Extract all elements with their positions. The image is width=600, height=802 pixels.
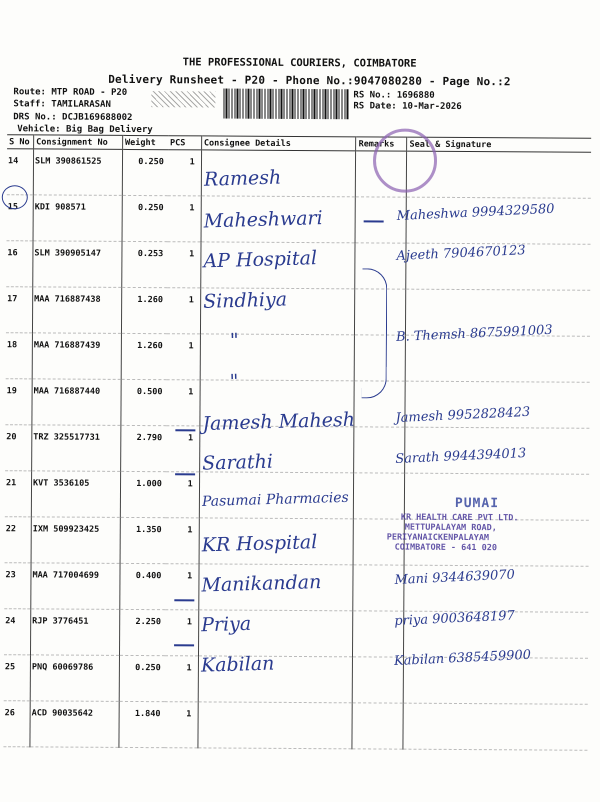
header-consignment: Consignment No (34, 135, 123, 150)
row-sno: 26 (3, 701, 30, 747)
table-row (6, 333, 590, 383)
header-sno: S No (7, 135, 34, 149)
row-consignment: MAA 717004699 (31, 563, 120, 610)
row-weight: 0.500 (121, 379, 167, 425)
row-pcs: 1 (166, 426, 200, 472)
row-pcs: 1 (167, 242, 201, 288)
company-stamp-logo: PUMAI (454, 495, 500, 512)
row-consignee (200, 334, 355, 381)
consignee-handwriting: Maheshwari (203, 206, 323, 232)
row-consignment: KDI 908571 (33, 195, 122, 242)
row-weight: 0.250 (122, 195, 168, 241)
consignee-handwriting: Kabilan (200, 652, 275, 677)
consignee-handwriting: Pasumai Pharmacies (201, 489, 349, 510)
row-weight: 1.000 (120, 471, 166, 517)
row-sno: 20 (5, 425, 32, 471)
row-weight: 0.253 (122, 241, 168, 287)
row-sno: 17 (6, 287, 33, 333)
row-sno: 18 (6, 333, 33, 379)
row-weight: 0.250 (122, 149, 168, 195)
dash-mark (175, 473, 195, 475)
consignee-handwriting: Manikandan (201, 571, 322, 597)
row-consignment: MAA 716887439 (32, 333, 121, 380)
row-sno: 14 (7, 149, 34, 195)
runsheet-subtitle: Delivery Runsheet - P20 - Phone No.:9047080280 - Page No.:2 (108, 72, 511, 89)
row-weight: 0.250 (119, 655, 165, 701)
row-consignment: SLM 390905147 (33, 241, 122, 288)
consignee-handwriting: " (229, 329, 239, 352)
header-consignee: Consignee Details (201, 136, 356, 151)
company-address-stamp (377, 512, 519, 553)
row-sno: 25 (4, 655, 31, 701)
row-consignment: RJP 3776451 (30, 609, 119, 656)
header-seal: Seal & Signature (407, 137, 591, 152)
bracket-mark-17-19 (362, 268, 388, 398)
table-row (7, 149, 591, 199)
row-sno: 19 (5, 379, 32, 425)
consignee-handwriting: Jamesh Mahesh (202, 408, 356, 436)
row-pcs: 1 (166, 472, 200, 518)
consignee-handwriting: Priya (200, 612, 252, 636)
row-consignment: ACD 90035642 (30, 701, 119, 748)
row-pcs: 1 (165, 564, 199, 610)
header-remarks: Remarks (356, 137, 407, 151)
staff-label: Staff: TAMILARASAN (13, 99, 111, 110)
dash-mark (174, 644, 194, 646)
row-pcs: 1 (164, 702, 198, 748)
round-seal-stamp (373, 128, 437, 192)
header-weight: Weight (123, 135, 169, 149)
row-sno: 23 (4, 563, 31, 609)
row-sno: 24 (4, 609, 31, 655)
row-weight: 0.400 (120, 563, 166, 609)
consignee-handwriting: " (229, 369, 239, 393)
rs-date: RS Date: 10-Mar-2026 (353, 101, 462, 112)
row-consignment: PNQ 60069786 (30, 655, 119, 702)
company-title: THE PROFESSIONAL COURIERS, COIMBATORE (182, 56, 417, 70)
stamp-line-3: PERIYANAICKENPALAYAM (386, 532, 490, 544)
row-remarks (352, 703, 403, 749)
row-pcs: 1 (165, 518, 199, 564)
signature-handwriting: Jamesh 9952828423 (395, 404, 531, 427)
signature-handwriting: priya 9003648197 (393, 607, 516, 629)
consignee-handwriting: KR Hospital (201, 530, 318, 556)
consignee-handwriting: Sarathi (201, 450, 274, 475)
row-pcs: 1 (166, 380, 200, 426)
row-weight: 2.250 (119, 609, 165, 655)
row-sno: 22 (5, 517, 32, 563)
signature-handwriting: Sarath 9944394013 (394, 445, 527, 467)
signature-handwriting: Kabilan 6385459900 (393, 647, 532, 670)
dash-mark (364, 220, 384, 222)
table-row (3, 701, 587, 751)
scribble-mark (151, 91, 215, 107)
row-sno: 21 (5, 471, 32, 517)
vehicle-label: Vehicle: Big Bag Delivery (17, 124, 153, 136)
row-consignment: TRZ 325517731 (32, 425, 121, 472)
dash-mark (174, 599, 194, 601)
consignee-handwriting: Ramesh (203, 166, 282, 191)
signature-handwriting: B. Themsh 8675991003 (395, 322, 553, 346)
row-weight: 2.790 (121, 425, 167, 471)
row-pcs: 1 (165, 610, 199, 656)
row-consignment: SLM 390861525 (33, 149, 122, 196)
row-consignment: IXM 509923425 (31, 517, 120, 564)
row-pcs: 1 (165, 656, 199, 702)
row-weight: 1.260 (121, 333, 167, 379)
signature-handwriting: Mani 9344639070 (394, 567, 516, 589)
drs-label: DRS No.: DCJB169688002 (13, 112, 133, 123)
row-signature (403, 703, 587, 750)
stamp-line-1: KR HEALTH CARE PVT LTD. (400, 512, 519, 524)
dash-mark (175, 429, 195, 431)
stamp-line-4: COIMBATORE - 641 020 (394, 542, 498, 554)
row-weight: 1.260 (121, 287, 167, 333)
barcode (223, 89, 349, 120)
route-label: Route: MTP ROAD - P20 (13, 87, 128, 98)
row-sno: 16 (6, 241, 33, 287)
row-consignment: MAA 716887440 (32, 379, 121, 426)
row-sno: 15 (7, 195, 34, 241)
row-15-circle-mark (2, 185, 28, 209)
consignee-handwriting: AP Hospital (203, 247, 318, 273)
row-weight: 1.350 (120, 517, 166, 563)
row-pcs: 1 (168, 150, 202, 196)
rs-number: RS No.: 1696880 (353, 90, 435, 101)
row-consignment: MAA 716887438 (32, 287, 121, 334)
signature-handwriting: Maheshwa 9994329580 (396, 201, 555, 224)
row-consignee (198, 702, 353, 749)
header-pcs: PCS (168, 136, 202, 150)
row-pcs: 1 (167, 288, 201, 334)
stamp-line-2: METTUPALAYAM ROAD, (404, 522, 497, 534)
consignee-handwriting: Sindhiya (202, 287, 288, 313)
row-consignment: KVT 3536105 (31, 471, 120, 518)
row-pcs: 1 (167, 196, 201, 242)
signature-handwriting: Ajeeth 7904670123 (396, 243, 526, 265)
row-remarks (353, 565, 404, 611)
row-pcs: 1 (167, 334, 201, 380)
row-weight: 1.840 (119, 701, 165, 747)
